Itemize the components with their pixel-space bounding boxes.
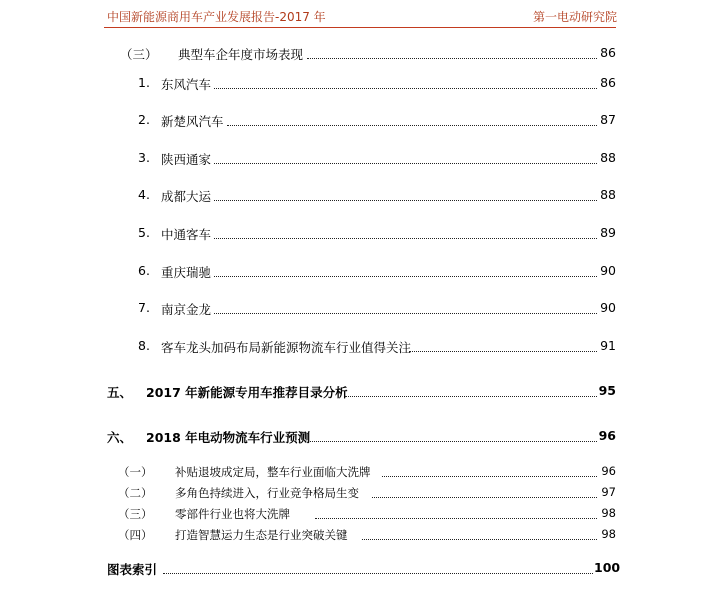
toc-title: 成都大运 bbox=[161, 189, 212, 204]
toc-leader bbox=[345, 396, 597, 397]
toc-page: 87 bbox=[600, 112, 616, 127]
toc-leader bbox=[307, 58, 597, 59]
toc-page: 88 bbox=[600, 187, 616, 202]
toc-number: 2. bbox=[138, 112, 150, 127]
toc-title: 2017 年新能源专用车推荐目录分析 bbox=[146, 385, 348, 400]
toc-leader bbox=[214, 238, 597, 239]
toc-leader bbox=[214, 163, 597, 164]
toc-leader bbox=[362, 539, 597, 540]
toc-title: 南京金龙 bbox=[161, 302, 212, 317]
toc-leader bbox=[315, 518, 597, 519]
toc-number: 六、 bbox=[107, 430, 133, 445]
toc-leader bbox=[214, 276, 597, 277]
toc-number: 4. bbox=[138, 187, 150, 202]
toc-page: 95 bbox=[598, 383, 616, 398]
toc-page: 86 bbox=[600, 45, 616, 60]
toc-leader bbox=[372, 497, 597, 498]
toc-leader bbox=[227, 125, 597, 126]
toc-page: 90 bbox=[600, 263, 616, 278]
page-header bbox=[0, 0, 720, 30]
toc-number: （四） bbox=[118, 528, 153, 542]
toc-title: 多角色持续进入，行业竞争格局生变 bbox=[175, 486, 359, 500]
toc-number: 五、 bbox=[107, 385, 133, 400]
toc-number: 6. bbox=[138, 263, 150, 278]
toc-leader bbox=[214, 313, 597, 314]
toc-title: 新楚风汽车 bbox=[161, 114, 224, 129]
toc-leader bbox=[310, 441, 597, 442]
toc-page: 91 bbox=[600, 338, 616, 353]
toc-page: 86 bbox=[600, 75, 616, 90]
toc-number: 3. bbox=[138, 150, 150, 165]
toc-title: 东风汽车 bbox=[161, 77, 212, 92]
toc-title: 中通客车 bbox=[161, 227, 212, 242]
toc-leader bbox=[382, 476, 597, 477]
toc-number: 1. bbox=[138, 75, 150, 90]
header-rule bbox=[104, 27, 616, 28]
toc-title: 典型车企年度市场表现 bbox=[178, 47, 304, 62]
toc-page: 96 bbox=[601, 464, 616, 478]
toc-number: 7. bbox=[138, 300, 150, 315]
toc-page: 96 bbox=[598, 428, 616, 443]
toc-number: （三） bbox=[118, 507, 153, 521]
toc-title: 打造智慧运力生态是行业突破关键 bbox=[175, 528, 348, 542]
toc-page: 98 bbox=[601, 527, 616, 541]
toc-leader bbox=[163, 573, 593, 574]
toc-leader bbox=[214, 200, 597, 201]
toc-page: 97 bbox=[601, 485, 616, 499]
header-report-title: 中国新能源商用车产业发展报告-2017 年 bbox=[107, 10, 326, 24]
toc-title: 重庆瑞驰 bbox=[161, 265, 212, 280]
toc-page: 88 bbox=[600, 150, 616, 165]
toc-leader bbox=[409, 351, 597, 352]
header-publisher: 第一电动研究院 bbox=[532, 10, 617, 24]
toc-page: 100 bbox=[594, 560, 621, 575]
toc-number: （三） bbox=[120, 47, 158, 62]
toc-number: （二） bbox=[118, 486, 153, 500]
toc-title: 2018 年电动物流车行业预测 bbox=[146, 430, 311, 445]
toc-title: 图表索引 bbox=[107, 562, 158, 577]
toc-page: 90 bbox=[600, 300, 616, 315]
toc-number: 5. bbox=[138, 225, 150, 240]
toc-page: 89 bbox=[600, 225, 616, 240]
toc-title: 零部件行业也将大洗牌 bbox=[175, 507, 290, 521]
toc-title: 陕西通家 bbox=[161, 152, 212, 167]
toc-page: 98 bbox=[601, 506, 616, 520]
toc-number: 8. bbox=[138, 338, 150, 353]
toc-leader bbox=[214, 88, 597, 89]
toc-title: 客车龙头加码布局新能源物流车行业值得关注 bbox=[161, 340, 412, 355]
toc-title: 补贴退坡成定局，整车行业面临大洗牌 bbox=[175, 465, 371, 479]
toc-number: （一） bbox=[118, 465, 153, 479]
